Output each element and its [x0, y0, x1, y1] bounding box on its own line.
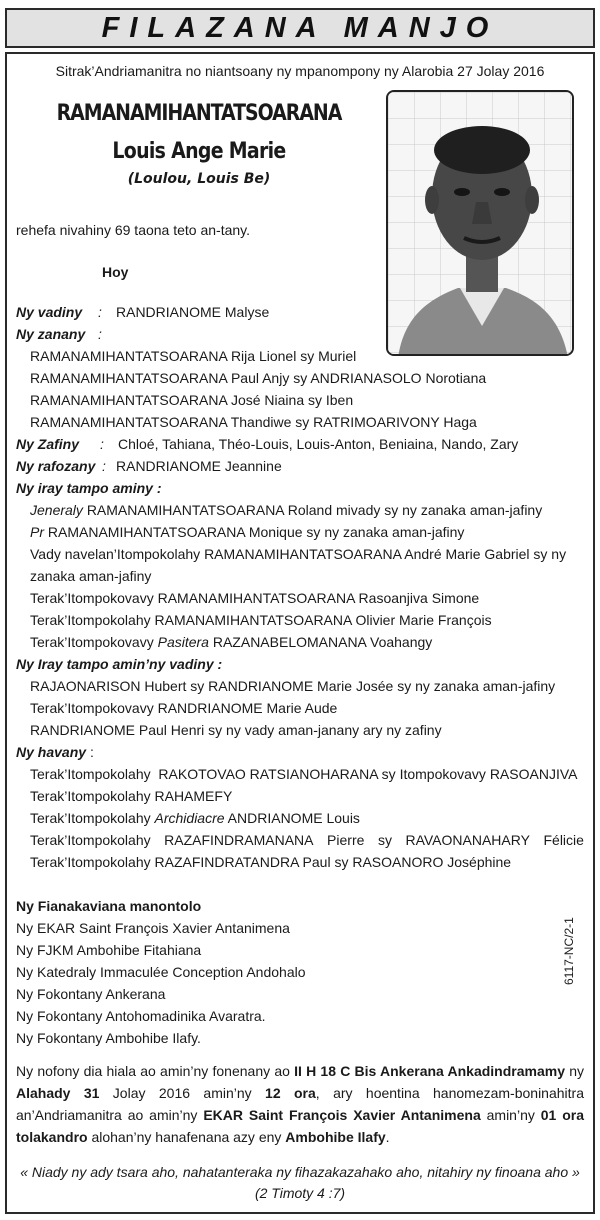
funeral-church: EKAR Saint François Xavier Antanimena: [203, 1107, 481, 1123]
fianakaviana-line: Ny Katedraly Immaculée Conception Andohalo: [16, 964, 306, 980]
iray-tampo-vady-line: Terak’Itompokovavy RANDRIANOME Marie Aude: [30, 700, 338, 716]
iray-tampo-title: Jeneraly: [30, 502, 83, 518]
iray-tampo-label-text: Ny iray tampo aminy: [16, 480, 153, 496]
havany-text: RAVAONANAHARY: [405, 832, 530, 848]
fianakaviana-line: Ny Fokontany Antohomadinika Avaratra.: [16, 1008, 266, 1024]
zafiny-colon: :: [100, 436, 104, 452]
iray-tampo-colon: :: [156, 480, 162, 496]
funeral-text: ny: [565, 1063, 584, 1079]
iray-tampo-line: Vady navelan’Itompokolahy RAMANAMIHANTATSOARANA André Marie Gabriel sy ny: [30, 546, 567, 562]
havany-text: Félicie: [543, 832, 584, 848]
havany-text: Terak’Itompokolahy: [30, 810, 151, 826]
fianakaviana-line: Ny FJKM Ambohibe Fitahiana: [16, 942, 202, 958]
iray-tampo-vady-line: RANDRIANOME Paul Henri sy ny vady aman-janany ary ny zafiny: [30, 722, 442, 738]
fianakaviana-line: Ny Fokontany Ambohibe Ilafy.: [16, 1030, 201, 1046]
iray-tampo-label: [16, 480, 162, 498]
iray-tampo-title: Pasitera: [157, 634, 209, 650]
havany-text: Terak’Itompokolahy: [30, 832, 151, 848]
zanany-line: RAMANAMIHANTATSOARANA José Niaina sy Iben: [30, 392, 354, 408]
zanany-colon: :: [98, 326, 102, 342]
deceased-name-block: [14, 100, 384, 189]
iray-tampo-text: RAMANAMIHANTATSOARANA Roland mivady sy ny zanaka aman-jafiny: [86, 502, 543, 518]
zanany-line: RAMANAMIHANTATSOARANA Thandiwe sy RATRIMOARIVONY Haga: [30, 414, 477, 430]
bible-quote: « Niady ny ady tsara aho, nahatanteraka ny fihazakazahako aho, nitahiry ny finoana aho »: [20, 1164, 580, 1180]
iray-tampo-line: [30, 502, 542, 520]
zafiny-label: Ny Zafiny: [16, 436, 80, 452]
fianakaviana-title: Ny Fianakaviana manontolo: [16, 898, 202, 914]
havany-text: Terak’Itompokolahy: [30, 766, 151, 782]
iray-tampo-text: Terak’Itompokovavy: [30, 634, 154, 650]
deceased-given-names: Louis Ange Marie: [112, 138, 286, 164]
death-notice-line: Sitrak’Andriamanitra no niantsoany ny mpanompony ny Alarobia 27 Jolay 2016: [55, 63, 545, 79]
portrait-drawing: [388, 92, 574, 356]
funeral-burial-place: Ambohibe Ilafy: [285, 1129, 386, 1145]
havany-line: [30, 766, 577, 784]
iray-tampo-text: RAMANAMIHANTATSOARANA Monique sy ny zanaka aman-jafiny: [47, 524, 465, 540]
rafozany-colon: :: [102, 458, 106, 474]
havany-line: Terak’Itompokolahy RAZAFINDRATANDRA Paul sy RASOANORO Joséphine: [30, 854, 512, 870]
havany-text: sy: [377, 832, 392, 848]
havany-text: RAZAFINDRAMANANA: [164, 832, 314, 848]
funeral-text: , ary hoentina hanomezam-boninahitra an’Andriamanitra ao amin’ny: [16, 1085, 584, 1123]
iray-tampo-vady-colon: :: [217, 656, 223, 672]
havany-title: Archidiacre: [154, 810, 225, 826]
havany-text: RAKOTOVAO RATSIANOHARANA sy Itompokovavy RASOANJIVA: [158, 766, 578, 782]
funeral-text: amin’ny: [480, 1107, 541, 1123]
deceased-portrait-photo: [386, 90, 574, 356]
havany-text: Pierre: [327, 832, 365, 848]
iray-tampo-text: RAZANABELOMANANA Voahangy: [212, 634, 433, 650]
funeral-paragraph: [16, 1060, 584, 1148]
funeral-address: II H 18 C Bis Ankerana Ankadindramamy: [294, 1063, 565, 1079]
rafozany-label: Ny rafozany: [16, 458, 96, 474]
age-line: rehefa nivahiny 69 taona teto an-tany.: [16, 222, 251, 238]
havany-label-text: Ny havany: [16, 744, 87, 760]
zafiny-value: Chloé, Tahiana, Théo-Louis, Louis-Anton, Beniaina, Nando, Zary: [118, 436, 519, 452]
header-bar: [5, 8, 595, 48]
havany-colon: :: [89, 744, 94, 760]
deceased-nicknames: (Loulou, Louis Be): [127, 171, 271, 187]
vadiny-label: Ny vadiny: [16, 304, 83, 320]
iray-tampo-vady-label-text: Ny Iray tampo amin’ny vadiny: [16, 656, 214, 672]
deceased-surname: RAMANAMIHANTATSOARANA: [56, 101, 342, 126]
iray-tampo-line: zanaka aman-jafiny: [30, 568, 152, 584]
havany-line: Terak’Itompokolahy RAHAMEFY: [30, 788, 233, 804]
iray-tampo-vady-line: RAJAONARISON Hubert sy RANDRIANOME Marie Josée sy ny zanaka aman-jafiny: [30, 678, 556, 694]
havany-line: [30, 810, 360, 828]
vadiny-colon: :: [98, 304, 102, 320]
havany-text: ANDRIANOME Louis: [227, 810, 360, 826]
funeral-text: Ny nofony dia hiala ao amin’ny fonenany ao: [16, 1063, 295, 1079]
zanany-label: Ny zanany: [16, 326, 86, 342]
fianakaviana-line: Ny EKAR Saint François Xavier Antanimena: [16, 920, 290, 936]
zanany-line: RAMANAMIHANTATSOARANA Paul Anjy sy ANDRIANASOLO Norotiana: [30, 370, 487, 386]
vadiny-value: RANDRIANOME Malyse: [116, 304, 270, 320]
funeral-text: Jolay 2016 amin’ny: [99, 1085, 266, 1101]
funeral-text: .: [385, 1129, 390, 1145]
bible-reference: (2 Timoty 4 :7): [254, 1185, 346, 1201]
iray-tampo-title: Pr: [30, 524, 44, 540]
iray-tampo-vady-label: [16, 656, 222, 674]
rafozany-value: RANDRIANOME Jeannine: [116, 458, 282, 474]
iray-tampo-line: [30, 634, 432, 652]
iray-tampo-line: Terak’Itompokovavy RAMANAMIHANTATSOARANA Rasoanjiva Simone: [30, 590, 480, 606]
hoy-heading: Hoy: [102, 264, 129, 280]
ad-reference-code: 6117-NC/2-1: [562, 917, 576, 985]
funeral-hour: 12 ora: [265, 1085, 316, 1101]
header-title: FILAZANA MANJO: [101, 11, 499, 44]
iray-tampo-line: [30, 524, 464, 542]
iray-tampo-line: Terak’Itompokolahy RAMANAMIHANTATSOARANA Olivier Marie François: [30, 612, 492, 628]
havany-label: [16, 744, 94, 762]
funeral-hour: 01 ora tolakandro: [16, 1107, 584, 1145]
zanany-line: RAMANAMIHANTATSOARANA Rija Lionel sy Muriel: [30, 348, 357, 364]
fianakaviana-line: Ny Fokontany Ankerana: [16, 986, 166, 1002]
havany-line: [30, 832, 584, 850]
funeral-text: alohan’ny hanafenana azy eny: [87, 1129, 286, 1145]
funeral-day: Alahady 31: [16, 1085, 100, 1101]
